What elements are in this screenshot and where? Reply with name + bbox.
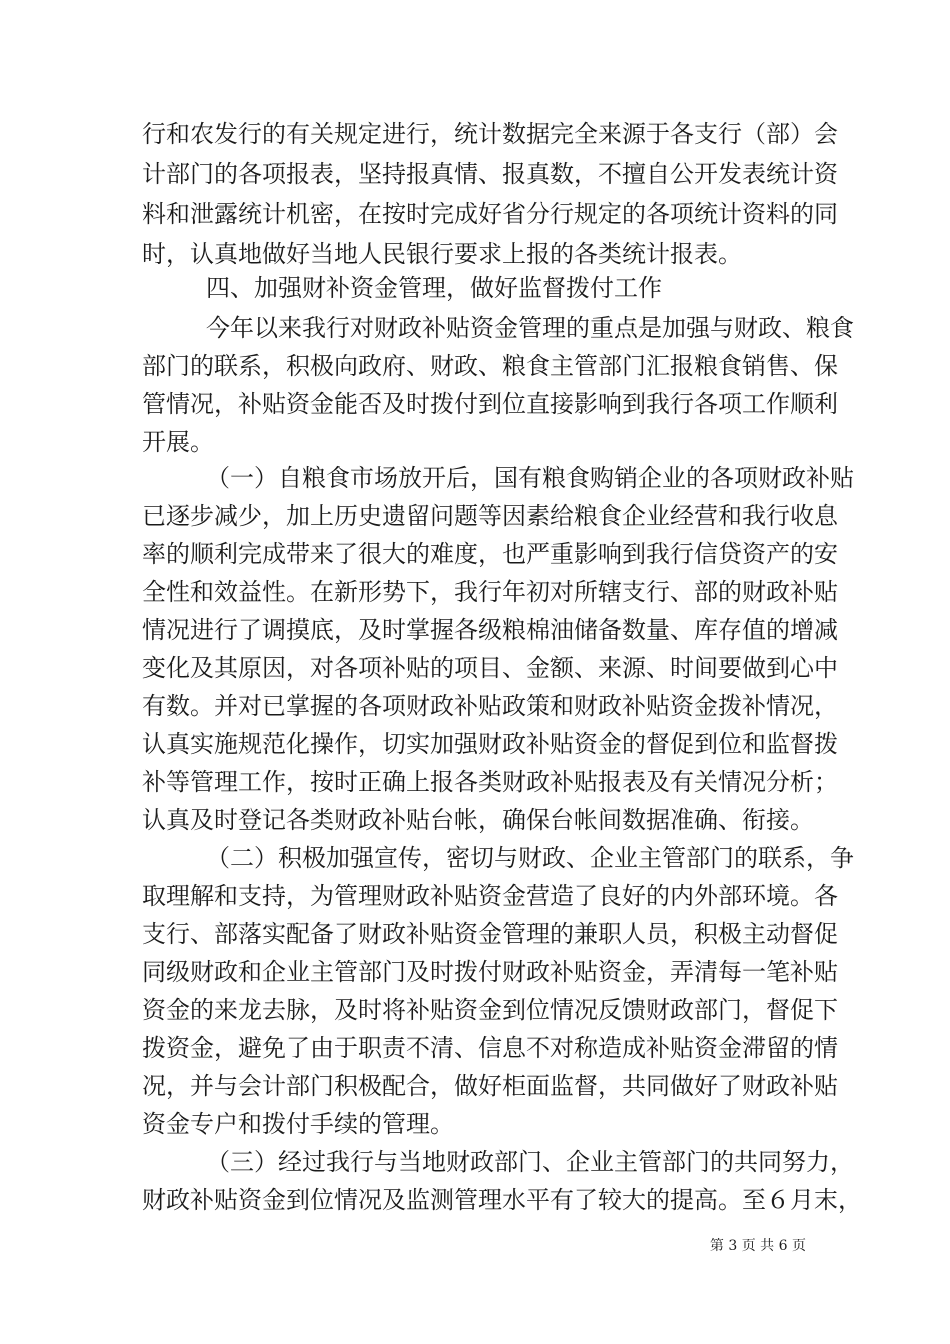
- text-line: 况，并与会计部门积极配合，做好柜面监督，共同做好了财政补贴: [142, 1072, 838, 1100]
- text-line: 管情况，补贴资金能否及时拨付到位直接影响到我行各项工作顺利: [142, 390, 838, 418]
- text-line: 情况进行了调摸底，及时掌握各级粮棉油储备数量、库存值的增减: [142, 616, 838, 644]
- text-line: （三）经过我行与当地财政部门、企业主管部门的共同努力，: [206, 1148, 854, 1176]
- text-line: （一）自粮食市场放开后，国有粮食购销企业的各项财政补贴: [206, 464, 854, 492]
- text-line: 资金专户和拨付手续的管理。: [142, 1110, 454, 1138]
- text-line: 料和泄露统计机密，在按时完成好省分行规定的各项统计资料的同: [142, 200, 838, 228]
- text-line: 率的顺利完成带来了很大的难度，也严重影响到我行信贷资产的安: [142, 540, 838, 568]
- text-line: 拨资金，避免了由于职责不清、信息不对称造成补贴资金滞留的情: [142, 1034, 838, 1062]
- text-line: 认真实施规范化操作，切实加强财政补贴资金的督促到位和监督拨: [142, 730, 838, 758]
- text-line: 补等管理工作，按时正确上报各类财政补贴报表及有关情况分析；: [142, 768, 838, 796]
- page-number-footer: 第 3 页 共 6 页: [709, 1238, 806, 1254]
- text-line: 取理解和支持，为管理财政补贴资金营造了良好的内外部环境。各: [142, 882, 838, 910]
- text-line: 有数。并对已掌握的各项财政补贴政策和财政补贴资金拨补情况，: [142, 692, 838, 720]
- text-line: 资金的来龙去脉，及时将补贴资金到位情况反馈财政部门，督促下: [142, 996, 838, 1024]
- text-line: 认真及时登记各类财政补贴台帐，确保台帐间数据准确、衔接。: [142, 806, 814, 834]
- text-line: 同级财政和企业主管部门及时拨付财政补贴资金，弄清每一笔补贴: [142, 958, 838, 986]
- text-line: 计部门的各项报表，坚持报真情、报真数，不擅自公开发表统计资: [142, 160, 838, 188]
- text-line: （二）积极加强宣传，密切与财政、企业主管部门的联系，争: [206, 844, 854, 872]
- text-line: 支行、部落实配备了财政补贴资金管理的兼职人员，积极主动督促: [142, 920, 838, 948]
- section-heading: 四、加强财补资金管理，做好监督拨付工作: [206, 274, 662, 302]
- text-line: 变化及其原因，对各项补贴的项目、金额、来源、时间要做到心中: [142, 654, 838, 682]
- text-line: 行和农发行的有关规定进行，统计数据完全来源于各支行（部）会: [142, 120, 838, 148]
- text-line: 全性和效益性。在新形势下，我行年初对所辖支行、部的财政补贴: [142, 578, 838, 606]
- text-line: 今年以来我行对财政补贴资金管理的重点是加强与财政、粮食: [206, 314, 854, 342]
- text-line: 部门的联系，积极向政府、财政、粮食主管部门汇报粮食销售、保: [142, 352, 838, 380]
- text-line: 财政补贴资金到位情况及监测管理水平有了较大的提高。至６月末，: [142, 1186, 862, 1214]
- text-line: 已逐步减少，加上历史遗留问题等因素给粮食企业经营和我行收息: [142, 502, 838, 530]
- text-line: 时，认真地做好当地人民银行要求上报的各类统计报表。: [142, 240, 742, 268]
- text-line: 开展。: [142, 428, 214, 456]
